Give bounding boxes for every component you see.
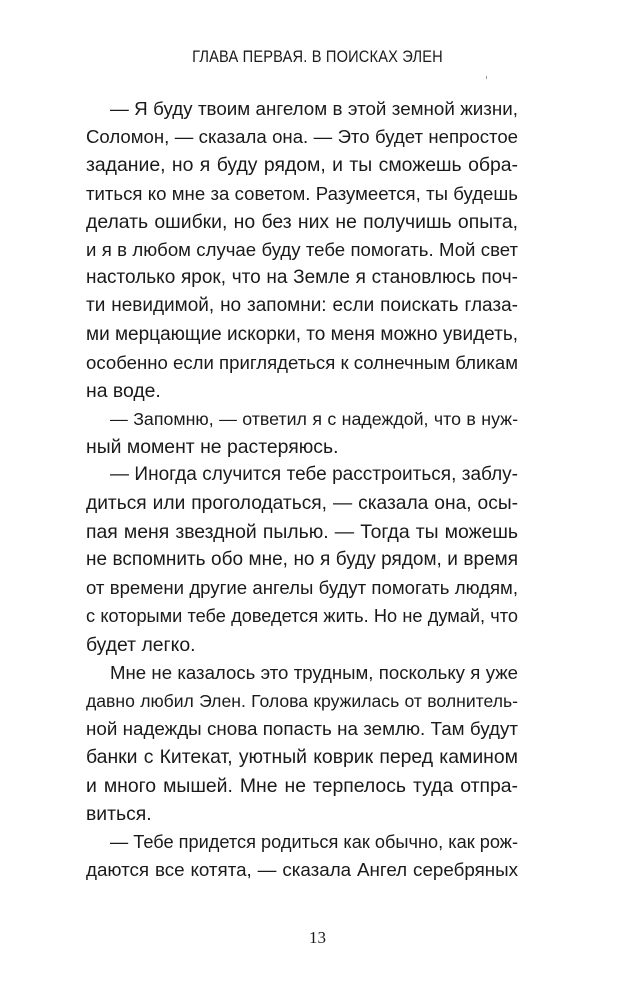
text-line: задание, но я буду рядом, и ты сможешь обра-	[86, 154, 518, 177]
print-speck	[486, 76, 487, 79]
text-line: не вспомнить обо мне, но я буду рядом, и время	[86, 549, 518, 570]
text-line: от времени другие ангелы будут помогать людям,	[86, 577, 518, 599]
text-line: настолько ярок, что на Земле я становлюсь поч-	[86, 267, 518, 289]
text-line: ти невидимой, но запомни: если поискать глаза-	[86, 295, 518, 317]
text-line: даются все котята, — сказала Ангел серебряных	[86, 859, 518, 881]
text-line: Мне не казалось это трудным, поскольку я уже	[110, 661, 518, 683]
text-line: ми мерцающие искорки, то меня можно увидеть,	[86, 323, 518, 345]
text-line: диться или проголодаться, — сказала она, осы-	[86, 492, 518, 514]
text-line: — Запомню, — ответил я с надеждой, что в нуж-	[110, 409, 518, 430]
page-number: 13	[309, 928, 326, 947]
text-line: титься ко мне за советом. Разумеется, ты будешь	[86, 182, 518, 204]
text-line: виться.	[86, 802, 152, 825]
text-line: делать ошибки, но без них не получишь опыта,	[86, 210, 518, 233]
text-line: с которыми тебе доведется жить. Но не думай, что	[86, 606, 518, 627]
text-line: банки с Китекат, уютный коврик перед камином	[86, 746, 518, 769]
text-line: — Иногда случится тебе расстроиться, заблу-	[110, 464, 518, 486]
text-line: на воде.	[86, 379, 161, 402]
body-text	[86, 95, 518, 884]
text-line: — Тебе придется родиться как обычно, как рож-	[110, 831, 518, 852]
text-line: ный момент не растеряюсь.	[86, 436, 339, 459]
text-line: будет легко.	[86, 633, 196, 656]
text-line: — Я буду твоим ангелом в этой земной жизни,	[110, 98, 518, 119]
text-line: давно любил Элен. Голова кружилась от волнитель-	[86, 690, 518, 711]
text-line: Соломон, — сказала она. — Это будет непростое	[86, 126, 518, 148]
text-line: пая меня звездной пылью. — Тогда ты можешь	[86, 520, 518, 543]
running-head: ГЛАВА ПЕРВАЯ. В ПОИСКАХ ЭЛЕН	[192, 47, 443, 66]
text-line: и много мышей. Мне не терпелось туда отпра-	[86, 774, 518, 797]
text-line: ной надежды снова попасть на землю. Там будут	[86, 718, 518, 740]
text-line: особенно если приглядеться к солнечным бликам	[86, 351, 518, 373]
text-line: и я в любом случае буду тебе помогать. Мой свет	[86, 238, 518, 260]
